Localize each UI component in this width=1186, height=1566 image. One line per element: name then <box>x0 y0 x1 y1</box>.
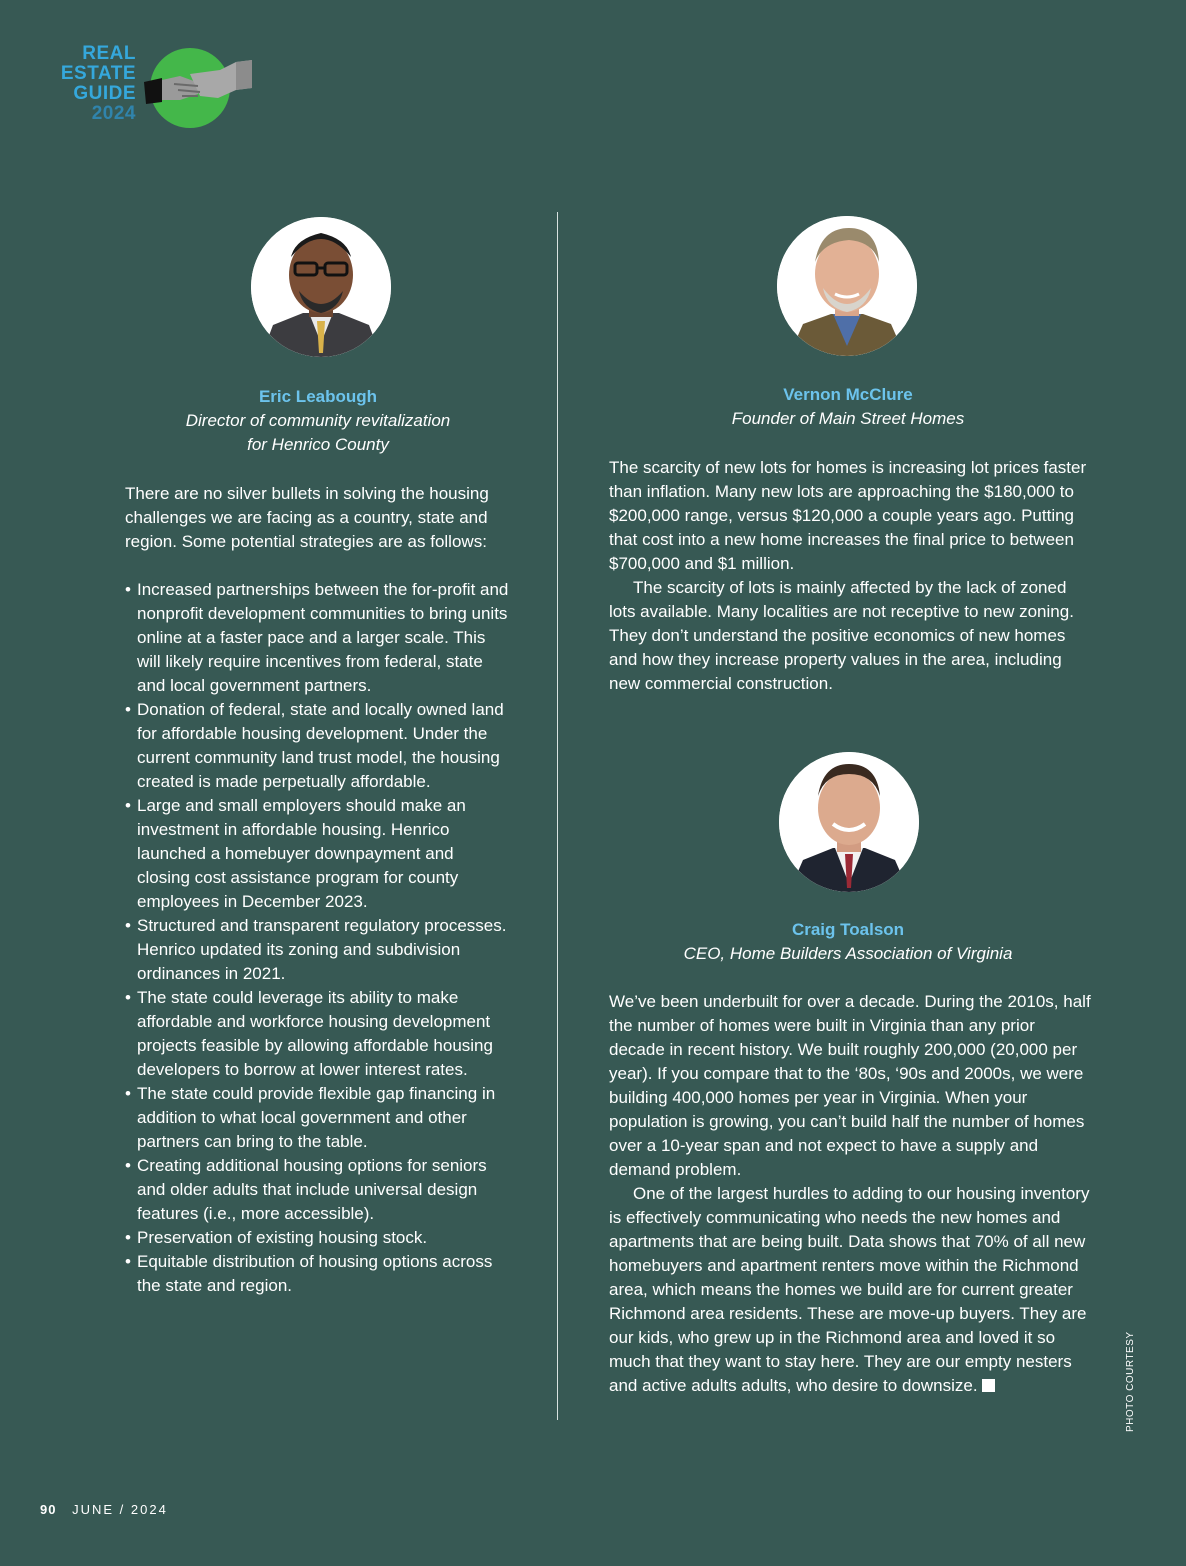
list-item: • Equitable distribution of housing options across the state and region. <box>125 1250 511 1298</box>
list-item: • Creating additional housing options for seniors and older adults that include universal design features (i.e., more accessible). <box>125 1154 511 1226</box>
list-item: • Large and small employers should make an investment in affordable housing. Henrico launched a homebuyer downpayment and closing cost assistance program for county employees in December 2023. <box>125 794 511 914</box>
logo-line1: REAL <box>82 43 136 64</box>
portrait-vernon-mcclure <box>777 216 917 356</box>
left-intro: There are no silver bullets in solving the housing challenges we are facing as a country, state and region. Some potential strategies are as follows: <box>125 484 489 551</box>
name-craig-toalson: Craig Toalson <box>791 920 905 939</box>
right-bottom-header <box>609 918 1087 966</box>
logo-year: 2024 <box>91 103 136 124</box>
role-line-1: Director of community revitalization <box>185 411 451 430</box>
end-mark-icon <box>982 1379 995 1392</box>
list-item: • The state could leverage its ability to make affordable and workforce housing development projects feasible by allowing affordable housing developers to borrow at lower interest rates. <box>125 986 511 1082</box>
strategy-list <box>125 578 511 1298</box>
name-vernon-mcclure: Vernon McClure <box>783 385 913 404</box>
real-estate-guide-logo <box>52 44 262 134</box>
paragraph <box>609 1182 1093 1398</box>
page-number: 90 <box>40 1502 57 1517</box>
left-body <box>125 482 511 1298</box>
photo-credit: PHOTO COURTESY <box>1125 1331 1136 1432</box>
list-item: • Donation of federal, state and locally owned land for affordable housing development. Under the current community land trust model, the housing created is made perpetually affordable. <box>125 698 511 794</box>
paragraph: The scarcity of new lots for homes is increasing lot prices faster than inflation. Many new lots are approaching the $180,000 to $200,000 range, versus $120,000 a couple years ago. Putting that cost into a new home increases the final price to between $700,000 and $1 million. <box>609 458 1087 573</box>
right-top-header <box>609 383 1087 431</box>
handshake-icon <box>140 54 256 114</box>
list-item: • Structured and transparent regulatory processes. Henrico updated its zoning and subdivision ordinances in 2021. <box>125 914 511 986</box>
logo-line3: GUIDE <box>73 83 136 104</box>
portrait-craig-toalson <box>779 752 919 892</box>
folio <box>40 1502 168 1517</box>
name-eric-leabough: Eric Leabough <box>258 387 378 406</box>
left-header <box>125 385 511 457</box>
role-vernon-mcclure: Founder of Main Street Homes <box>731 409 965 428</box>
right-bottom-body <box>609 990 1093 1398</box>
portrait-eric-leabough <box>251 217 391 357</box>
paragraph: We’ve been underbuilt for over a decade. During the 2010s, half the number of homes were built in Virginia than any prior decade in recent history. We built roughly 200,000 (20,000 per year). If you compare that to the ‘80s, ‘90s and 2000s, we were building 400,000 homes per year in Virginia. When your population is growing, you can’t build half the number of homes over a 10-year span and not expect to have a supply and demand problem. <box>609 992 1091 1179</box>
paragraph-text: One of the largest hurdles to adding to our housing inventory is effectively communicating who needs the new homes and apartments that are being built. Data shows that 70% of all new homebuyers and apartment renters move within the Richmond area, which means the homes we build are for current greater Richmond area residents. These are move-up buyers. They are our kids, who grew up in the Richmond area and loved it so much that they want to stay here. They are our empty nesters and active adults adults, who desire to downsize. <box>609 1184 1090 1395</box>
column-divider <box>557 212 558 1420</box>
list-item: • The state could provide flexible gap financing in addition to what local government and other partners can bring to the table. <box>125 1082 511 1154</box>
list-item: • Preservation of existing housing stock. <box>125 1226 511 1250</box>
role-craig-toalson: CEO, Home Builders Association of Virginia <box>683 944 1013 963</box>
logo-text <box>52 44 136 124</box>
right-top-body <box>609 456 1093 696</box>
paragraph: The scarcity of lots is mainly affected by the lack of zoned lots available. Many localities are not receptive to new zoning. They don’t understand the positive economics of new homes and how they increase property values in the area, including new commercial construction. <box>609 578 1074 693</box>
logo-line2: ESTATE <box>60 63 136 84</box>
issue-date: JUNE / 2024 <box>72 1502 168 1517</box>
list-item: • Increased partnerships between the for-profit and nonprofit development communities to bring units online at a faster pace and a larger scale. This will likely require incentives from federal, state and local government partners. <box>125 578 511 698</box>
role-line-2: for Henrico County <box>247 435 389 454</box>
